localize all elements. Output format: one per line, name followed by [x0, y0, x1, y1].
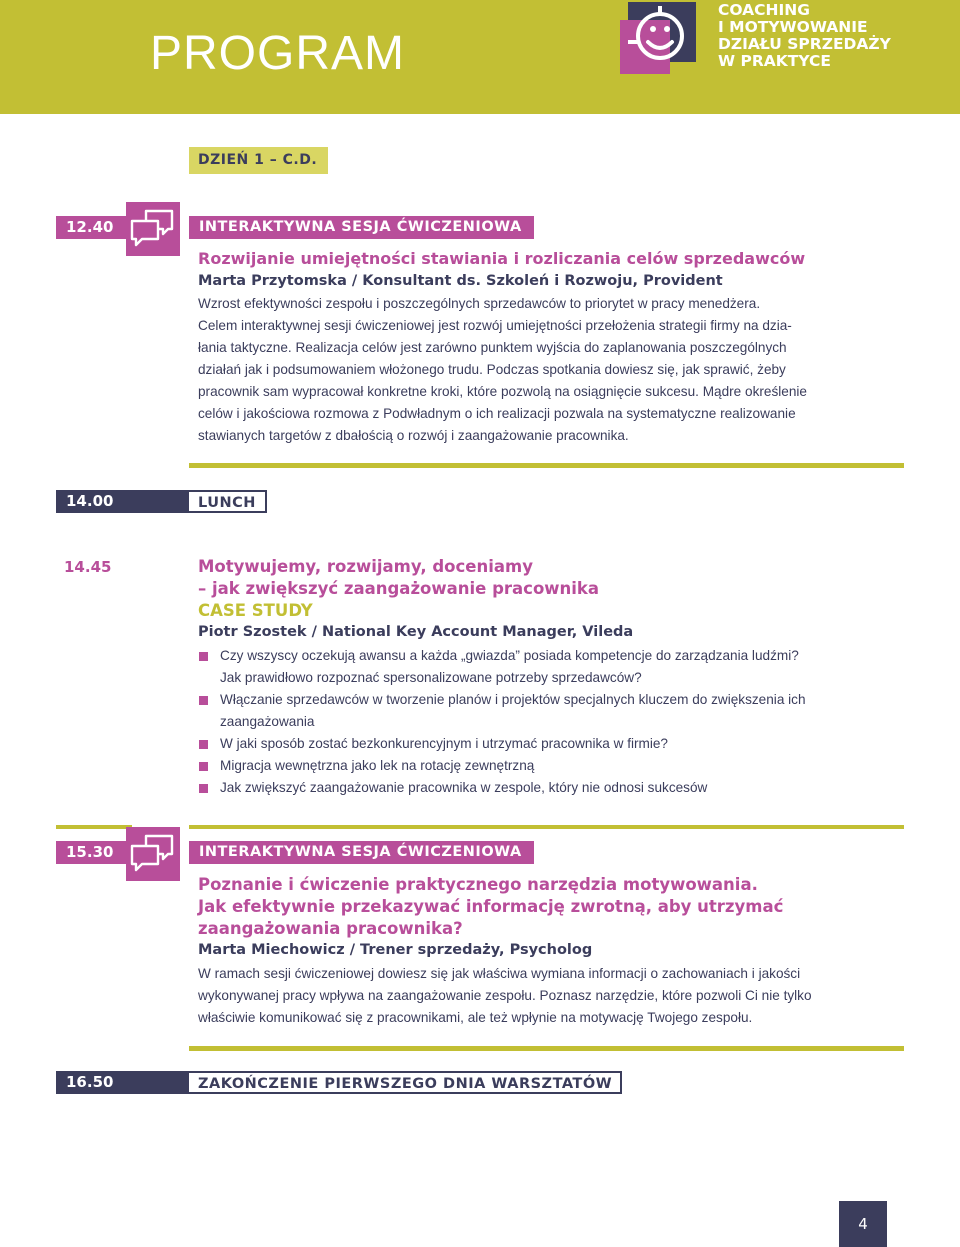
description-line: Wzrost efektywności zespołu i poszczególnych sprzedawców to priorytet w pracy menedżera.: [198, 296, 761, 311]
bullet-line: Jak prawidłowo rozpoznać spersonalizowane potrzeby sprzedawców?: [220, 670, 642, 685]
session-speaker: Piotr Szostek / National Key Account Manager, Vileda: [198, 624, 634, 640]
session-time: 12.40: [56, 216, 126, 239]
session-subtitle: CASE STUDY: [198, 601, 313, 620]
bullet-line: zaangażowania: [220, 714, 315, 729]
page-number: 4: [839, 1201, 887, 1247]
bullet-line: Włączanie sprzedawców w tworzenie planów i projektów specjalnych kluczem do zwiększenia ich: [220, 692, 806, 707]
bullet-line: W jaki sposób zostać bezkonkurencyjnym i utrzymać pracownika w firmie?: [220, 736, 668, 751]
session-time: 14.00: [56, 490, 189, 513]
session-title: Rozwijanie umiejętności stawiania i rozliczania celów sprzedawców: [198, 249, 806, 268]
bullet-item: [198, 733, 898, 755]
divider: [189, 463, 904, 468]
session-label: INTERAKTYWNA SESJA ĆWICZENIOWA: [189, 216, 534, 239]
session-time: 14.45: [64, 558, 112, 576]
logo-line: DZIAŁU SPRZEDAŻY: [718, 35, 891, 53]
description-line: W ramach sesji ćwiczeniowej dowiesz się jak właściwa wymiana informacji o zachowaniach i jakości: [198, 966, 801, 981]
divider: [189, 825, 904, 829]
bullet-line: Czy wszyscy oczekują awansu a każda „gwiazda” posiada kompetencje do zarządzania ludźmi?: [220, 648, 799, 663]
title-line: Jak efektywnie przekazywać informację zwrotną, aby utrzymać: [198, 897, 784, 916]
session-description: [198, 293, 898, 447]
bullet-list: [198, 645, 898, 799]
chat-icon: [126, 827, 180, 881]
description-line: pracownik sam wypracował konkretne kroki, które pozwolą na osiągnięcie sukcesu. Mądre określenie: [198, 384, 807, 399]
session-speaker: Marta Przytomska / Konsultant ds. Szkoleń i Rozwoju, Provident: [198, 273, 723, 289]
session-time: 16.50: [56, 1071, 189, 1094]
divider: [189, 1046, 904, 1051]
session-label: LUNCH: [189, 490, 267, 513]
session-title: [198, 556, 599, 600]
title-line: – jak zwiększyć zaangażowanie pracownika: [198, 579, 600, 598]
description-line: wykonywanej pracy wpływa na zaangażowanie zespołu. Poznasz narzędzie, które pozwoli Ci nie tylko: [198, 988, 812, 1003]
divider: [56, 825, 132, 829]
title-line: zaangażowania pracownika?: [198, 919, 463, 938]
description-line: celów i jakościowa rozmowa z Podwładnym o ich realizacji pozwala na systematyczne realizowanie: [198, 406, 796, 421]
bullet-item: [198, 645, 898, 689]
description-line: właściwie komunikować się z pracownikami, ale też wpłynie na motywację Twojego zespołu.: [198, 1010, 753, 1025]
logo-icon: [620, 2, 698, 74]
description-line: Celem interaktywnej sesji ćwiczeniowej jest rozwój umiejętności przełożenia strategii firmy na dzia-: [198, 318, 792, 333]
session-speaker: Marta Miechowicz / Trener sprzedaży, Psycholog: [198, 942, 593, 958]
session-time: 15.30: [56, 841, 126, 864]
bullet-item: [198, 689, 898, 733]
session-label: INTERAKTYWNA SESJA ĆWICZENIOWA: [189, 841, 534, 864]
bullet-line: Jak zwiększyć zaangażowanie pracownika w zespole, który nie odnosi sukcesów: [220, 780, 708, 795]
day-label: DZIEŃ 1 – C.D.: [189, 147, 328, 174]
title-line: Poznanie i ćwiczenie praktycznego narzędzia motywowania.: [198, 875, 758, 894]
bullet-square-icon: [199, 762, 208, 771]
session-label: ZAKOŃCZENIE PIERWSZEGO DNIA WARSZTATÓW: [189, 1071, 622, 1094]
bullet-item: [198, 755, 898, 777]
description-line: działań jak i podsumowaniem włożonego trudu. Podczas spotkania dowiesz się, jak sprawić, żeby: [198, 362, 786, 377]
logo-line: COACHING: [718, 1, 810, 19]
logo-text: [718, 2, 891, 70]
page-title: PROGRAM: [150, 27, 406, 80]
bullet-square-icon: [199, 652, 208, 661]
bullet-item: [198, 777, 898, 799]
chat-icon: [126, 202, 180, 256]
bullet-line: Migracja wewnętrzna jako lek na rotację zewnętrzną: [220, 758, 535, 773]
title-line: Motywujemy, rozwijamy, doceniamy: [198, 557, 533, 576]
bullet-square-icon: [199, 696, 208, 705]
description-line: stawianych targetów z dbałością o rozwój i zaangażowanie pracownika.: [198, 428, 629, 443]
bullet-square-icon: [199, 784, 208, 793]
session-title: [198, 874, 783, 940]
logo-line: I MOTYWOWANIE: [718, 18, 868, 36]
session-description: [198, 963, 898, 1029]
description-line: łania taktyczne. Realizacja celów jest zarówno punktem wyjścia do zaplanowania poszczególnych: [198, 340, 787, 355]
logo-line: W PRAKTYCE: [718, 52, 832, 70]
bullet-square-icon: [199, 740, 208, 749]
